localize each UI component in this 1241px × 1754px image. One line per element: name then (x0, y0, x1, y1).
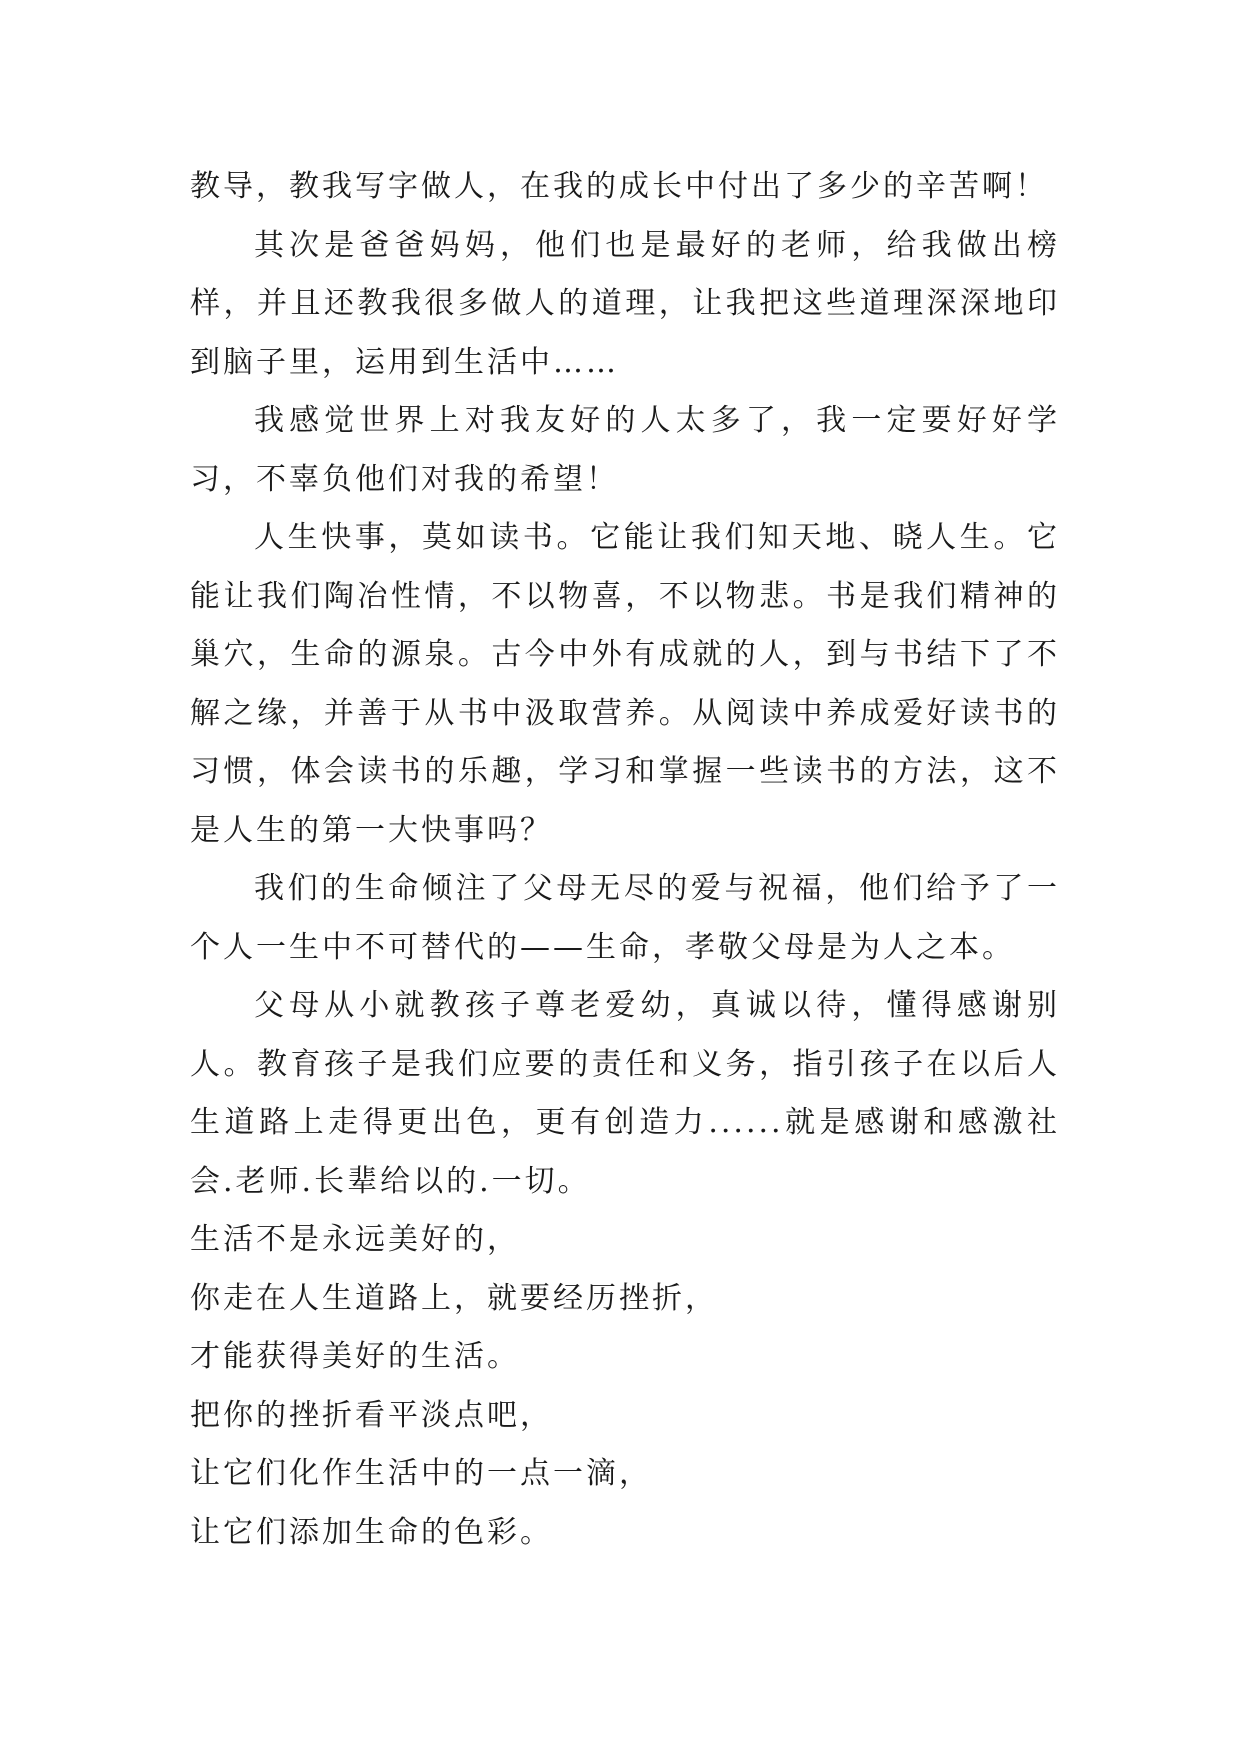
verse-line-6: 让它们添加生命的色彩。 (190, 1514, 553, 1550)
verse-line-4: 把你的挫折看平淡点吧， (190, 1397, 553, 1433)
paragraph-5: 我们的生命倾注了父母无尽的爱与祝福，他们给予了一个人一生中不可替代的——生命，孝敬父母是为人之本。 (190, 871, 1060, 965)
paragraph-6: 父母从小就教孩子尊老爱幼，真诚以待，懂得感谢别人。教育孩子是我们应要的责任和义务，指引孩子在以后人生道路上走得更出色，更有创造力......就是感谢和感激社会.老师.长辈给以的.一切。 (190, 988, 1060, 1199)
paragraph-4: 人生快事，莫如读书。它能让我们知天地、晓人生。它能让我们陶冶性情，不以物喜，不以物悲。书是我们精神的巢穴，生命的源泉。古今中外有成就的人，到与书结下了不解之缘，并善于从书中汲取营养。从阅读中养成爱好读书的习惯，体会读书的乐趣，学习和掌握一些读书的方法，这不是人生的第一大快事吗？ (190, 520, 1060, 848)
document-body (190, 158, 1060, 1562)
paragraph-2: 其次是爸爸妈妈，他们也是最好的老师，给我做出榜样，并且还教我很多做人的道理，让我把这些道理深深地印到脑子里，运用到生活中…… (190, 227, 1060, 380)
verse-line-2: 你走在人生道路上，就要经历挫折， (190, 1280, 718, 1316)
paragraph-3: 我感觉世界上对我友好的人太多了，我一定要好好学习，不辜负他们对我的希望！ (190, 403, 1060, 497)
verse-line-5: 让它们化作生活中的一点一滴， (190, 1456, 652, 1491)
paragraph-1: 教导，教我写字做人，在我的成长中付出了多少的辛苦啊！ (190, 169, 1048, 204)
verse-line-1: 生活不是永远美好的， (190, 1222, 520, 1257)
verse-line-3: 才能获得美好的生活。 (190, 1339, 520, 1374)
